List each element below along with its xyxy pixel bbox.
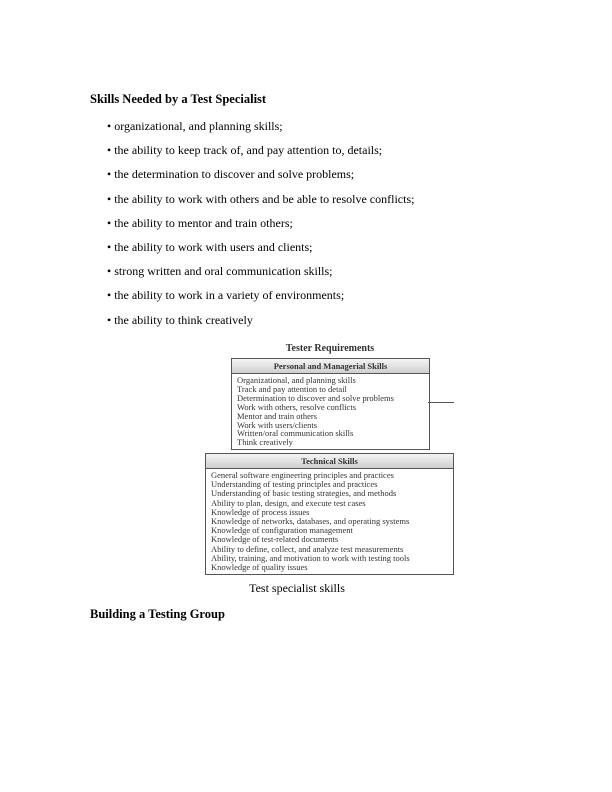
technical-skill-item: Understanding of testing principles and practices bbox=[211, 479, 378, 490]
figure-title: Tester Requirements bbox=[285, 343, 375, 354]
bullet-item: • the ability to work with users and clients; bbox=[107, 240, 313, 254]
personal-skill-item: Work with users/clients bbox=[237, 419, 318, 430]
bullet-item: • the ability to work in a variety of environments; bbox=[107, 288, 345, 303]
bullet-item: • organizational, and planning skills; bbox=[107, 119, 283, 133]
personal-skills-box bbox=[231, 358, 430, 450]
technical-skill-item: Understanding of basic testing strategies, and methods bbox=[211, 488, 397, 499]
section-heading: Skills Needed by a Test Specialist bbox=[90, 92, 267, 106]
personal-skill-item: Mentor and train others bbox=[237, 410, 318, 421]
bullet-item: • the ability to keep track of, and pay attention to, details; bbox=[107, 143, 383, 158]
technical-skill-item: Knowledge of configuration management bbox=[211, 525, 353, 536]
personal-skills-header: Personal and Managerial Skills bbox=[232, 359, 429, 374]
personal-skill-item: Written/oral communication skills bbox=[237, 428, 354, 439]
personal-skill-item: Work with others, resolve conflicts bbox=[237, 401, 356, 412]
technical-skill-item: Ability, training, and motivation to work with testing tools bbox=[211, 552, 410, 563]
bullet-item: • the ability to work with others and be able to resolve conflicts; bbox=[107, 191, 415, 206]
bullet-item: • the ability to mentor and train others; bbox=[107, 215, 293, 230]
bullet-item: • strong written and oral communication skills; bbox=[107, 264, 333, 279]
section-heading-2: Building a Testing Group bbox=[90, 607, 225, 621]
personal-skill-item: Organizational, and planning skills bbox=[237, 375, 356, 385]
bullet-item: • the ability to think creatively bbox=[107, 312, 253, 327]
technical-skills-box bbox=[205, 453, 454, 575]
connector-line bbox=[428, 402, 454, 403]
technical-skill-item: Knowledge of process issues bbox=[211, 506, 310, 517]
figure-caption: Test specialist skills bbox=[249, 581, 345, 595]
bullet-item: • the determination to discover and solve problems; bbox=[107, 167, 355, 182]
technical-skill-item: Ability to define, collect, and analyze test measurements bbox=[211, 543, 404, 554]
technical-skills-header: Technical Skills bbox=[206, 454, 453, 469]
technical-skill-item: Knowledge of networks, databases, and operating systems bbox=[211, 516, 410, 527]
technical-skill-item: General software engineering principles and practices bbox=[211, 470, 394, 480]
personal-skill-item: Track and pay attention to detail bbox=[237, 383, 347, 394]
personal-skill-item: Think creatively bbox=[237, 437, 293, 448]
personal-skill-item: Determination to discover and solve problems bbox=[237, 392, 394, 403]
technical-skill-item: Knowledge of test-related documents bbox=[211, 534, 339, 545]
technical-skill-item: Ability to plan, design, and execute test cases bbox=[211, 497, 366, 508]
technical-skill-item: Knowledge of quality issues bbox=[211, 562, 308, 573]
